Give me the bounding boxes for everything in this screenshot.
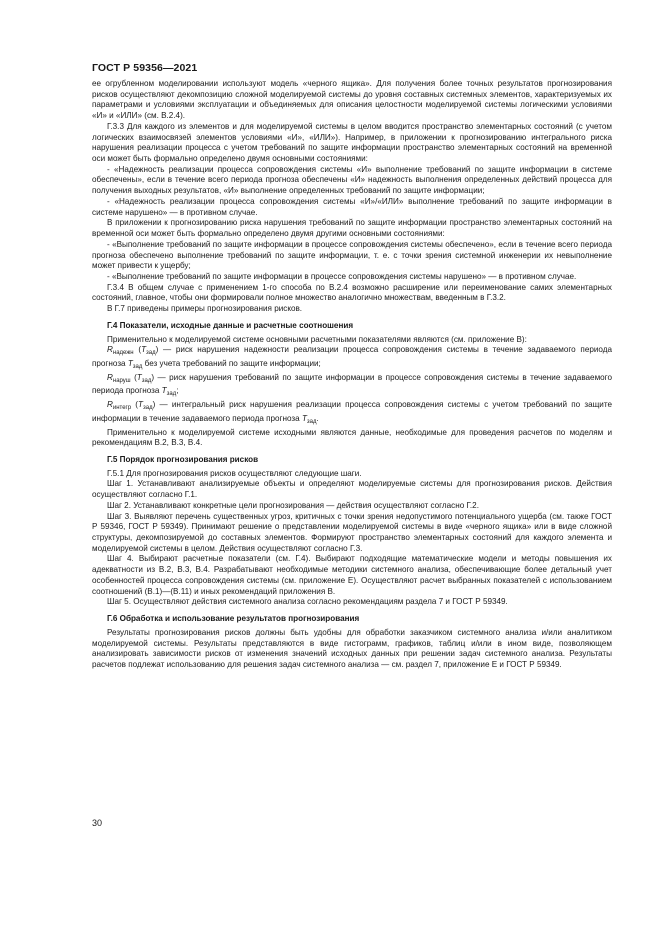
paragraph: Результаты прогнозирования рисков должны быть удобны для обработки заказчиком системного анализа и/или аналитиком моделируемой системы. Результаты представляются в виде гистограмм, графиков, таблиц и/или в ином виде, позволяющем анализировать зависимости рисков от изменения значений исходных данных при решении задач системного анализа. Результаты расчетов подлежат использованию для решения задач системного анализа — см. раздел 7, приложение Е и ГОСТ Р 59349. <box>92 627 612 669</box>
risk-symbol: R <box>107 345 113 355</box>
indicator-definition: $R_{надежн}$ $(T_{зад})$ — риск нарушения надежности реализации процесса сопровождения системы в течение задаваемого периода прогноза $T_{зад}$ без учета требований по защите информации; <box>92 345 612 370</box>
indicator-definition: $R_{наруш}$ $(T_{зад})$ — риск нарушения требований по защите информации в процессе сопровождения системы в течение задаваемого периода прогноза $T_{зад}$; <box>92 372 612 398</box>
section-heading: Г.6 Обработка и использование результатов прогнозирования <box>107 614 360 624</box>
period-symbol: T <box>138 400 143 410</box>
definition-text: ) — интегральный риск нарушения реализации процесса сопровождения системы с учетом требований по защите информации в течение задаваемого периода прогноза <box>92 400 612 423</box>
paragraph: ее огрубленном моделировании используют модель «черного ящика». Для получения более точных результатов прогнозирования рисков осуществляют декомпозицию сложной моделируемой системы до уровня составных системных элементов, характеризуемых их параметрами и условиями эксплуатации и объединяемых для описания целостности моделируемой системы логическими условиями «И» и «ИЛИ» (см. В.2.4). <box>92 79 612 121</box>
definition-text: ; <box>176 386 179 396</box>
paragraph: Применительно к моделируемой системе основными расчетными показателями являются (см. приложение В): <box>107 334 527 344</box>
risk-subscript: надежн <box>112 350 134 357</box>
step-paragraph: Шаг 4. Выбирают расчетные показатели (см. Г.4). Выбирают подходящие математические модели и методы повышения их адекватности из В.2, В.3, В.4. Разрабатывают необходимые методики системного анализа, обеспечивающие более детальный учет особенностей процесса сопровождения системы (см. приложение Е). Осуществляют расчет выбранных показателей с использованием соотношений (В.1)—(В.11) и иных рекомендаций приложения В. <box>92 554 612 596</box>
paragraph: Г.3.3 Для каждого из элементов и для моделируемой системы в целом вводится пространство элементарных состояний (с учетом логических взаимосвязей элементов условиями «И», «ИЛИ»). Например, в приложении к прогнозированию интегрального риска нарушения реализации процесса с учетом требований по защите информации пространство элементарных состояний на временной оси может быть формально определено двумя основными состояниями: <box>92 121 612 164</box>
risk-subscript: интегр <box>112 405 132 412</box>
definition-text: ) — риск нарушения требований по защите информации в процессе сопровождения системы в течение задаваемого периода прогноза <box>92 372 612 396</box>
list-item: - «Выполнение требований по защите информации в процессе сопровождения системы обеспечено», если в течение всего периода прогноза обеспечено выполнение требований по защите информации, т. е. с точки зрения системной инженерии их невыполнение может привести к ущербу; <box>92 239 612 271</box>
definition-text: . <box>316 413 319 423</box>
section-heading: Г.4 Показатели, исходные данные и расчетные соотношения <box>107 320 354 330</box>
risk-symbol: R <box>107 400 113 410</box>
page-content <box>92 79 612 671</box>
period-symbol: T <box>136 372 142 382</box>
period-subscript: зад <box>142 405 153 412</box>
paragraph: Г.5.1 Для прогнозирования рисков осуществляют следующие шаги. <box>107 468 362 478</box>
indicator-definition: $R_{интегр}$ $(T_{зад})$ — интегральный риск нарушения реализации процесса сопровождения системы с учетом требований по защите информации в течение задаваемого периода прогноза $T_{зад}$. <box>92 400 612 425</box>
step-paragraph: Шаг 2. Устанавливают конкретные цели прогнозирования — действия осуществляют согласно Г.2. <box>107 500 479 510</box>
risk-subscript: наруш <box>112 377 131 384</box>
period-subscript: зад <box>141 377 152 384</box>
page-number: 30 <box>92 818 103 828</box>
step-paragraph: Шаг 5. Осуществляют действия системного анализа согласно рекомендациям раздела 7 и ГОСТ Р 59349. <box>107 597 508 607</box>
list-item: - «Надежность реализации процесса сопровождения системы «И»/«ИЛИ» выполнение требований по защите информации в системе нарушено» — в противном случае. <box>92 196 612 217</box>
step-paragraph: Шаг 1. Устанавливают анализируемые объекты и определяют моделируемые системы для прогнозирования рисков. Действия осуществляют согласно Г.1. <box>92 479 612 500</box>
step-paragraph: Шаг 3. Выявляют перечень существенных угроз, критичных с точки зрения недопустимого потенциального ущерба (см. также ГОСТ Р 59346, ГОСТ Р 59349). Принимают решение о представлении моделируемой системы в виде «черного ящика» или в виде сложной структуры, декомпозируемой до составных элементов. Формируют пространство элементарных состояний для каждого элемента и моделируемой системы в целом. Действия осуществляют согласно Г.3. <box>92 511 612 553</box>
paragraph: Г.3.4 В общем случае с применением 1-го способа по В.2.4 возможно расширение или переименование самих элементарных состояний, главное, чтобы они формировали полное множество аналогично множествам, введенным в Г.3.2. <box>92 282 612 303</box>
definition-text: без учета требований по защите информации; <box>142 358 321 368</box>
period-symbol: T <box>141 345 147 355</box>
definition-text: ) — риск нарушения надежности реализации процесса сопровождения системы в течение задаваемого периода прогноза <box>92 345 612 368</box>
section-heading: Г.5 Порядок прогнозирования рисков <box>107 455 259 464</box>
paragraph: В приложении к прогнозированию риска нарушения требований по защите информации пространство элементарных состояний на временной оси может быть формально определено двумя другими основными состояниями: <box>92 218 612 239</box>
risk-symbol: R <box>107 372 113 382</box>
paragraph: Применительно к моделируемой системе исходными являются данные, необходимые для проведения расчетов по моделям и рекомендациям В.2, В.3, В.4. <box>92 427 612 448</box>
list-item: - «Надежность реализации процесса сопровождения системы «И» выполнение требований по защите информации в системе обеспечены», если в течение всего периода прогноза обеспечены «И» надежность выполнения определенных действий процесса для получения выходных результатов, «И» выполнение определенных требований по защите информации; <box>92 164 612 196</box>
period-subscript: зад <box>146 350 156 357</box>
paragraph: В Г.7 приведены примеры прогнозирования рисков. <box>107 304 303 314</box>
list-item: - «Выполнение требований по защите информации в процессе сопровождения системы нарушено» — в противном случае. <box>107 271 577 281</box>
document-header: ГОСТ Р 59356—2021 <box>92 62 198 74</box>
